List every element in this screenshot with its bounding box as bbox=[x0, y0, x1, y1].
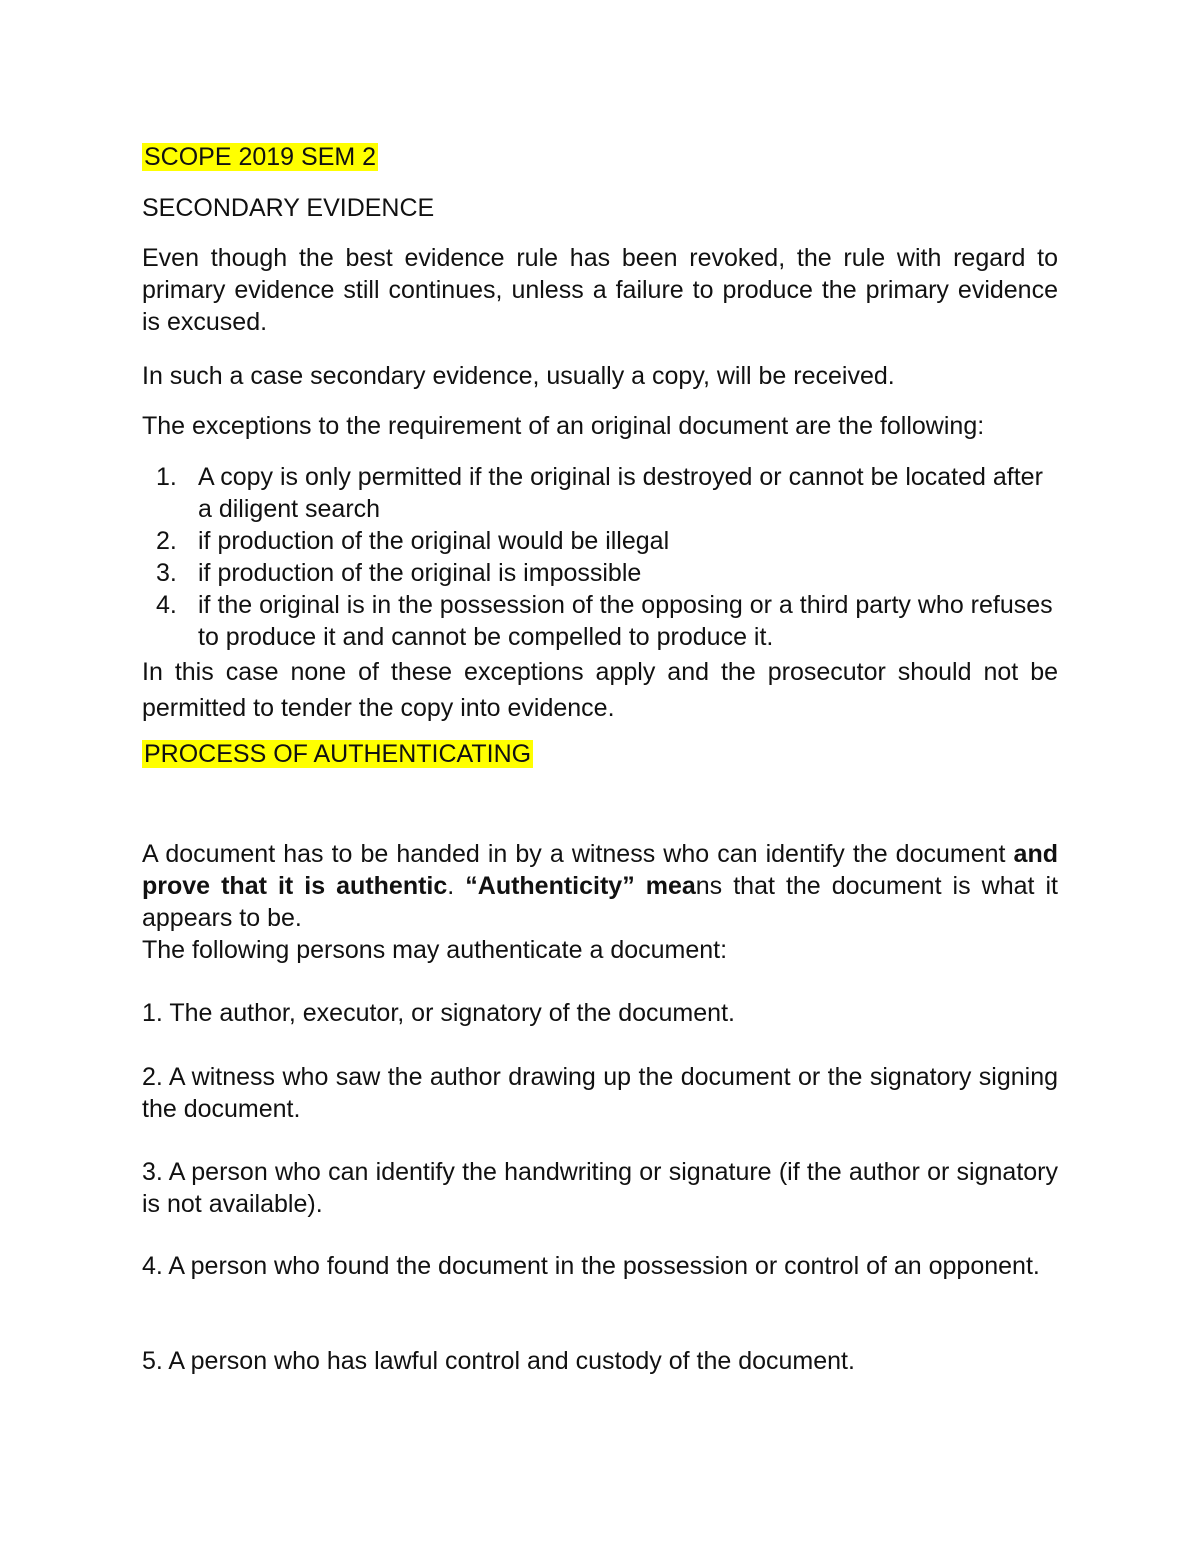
heading-secondary-evidence: SECONDARY EVIDENCE bbox=[142, 194, 435, 222]
paragraph-authenticity bbox=[142, 838, 1058, 934]
text-run: ns that the document is what it appears to be. bbox=[142, 872, 1058, 932]
heading-process-authenticating bbox=[142, 738, 1058, 770]
bold-text-run: and prove that it is authentic bbox=[142, 840, 1058, 900]
paragraph-conclusion: In this case none of these exceptions apply and the prosecutor should not be permitted to tender the copy into evidence. bbox=[142, 658, 1058, 722]
person-item-4: 4. A person who found the document in the possession or control of an opponent. bbox=[142, 1252, 1040, 1280]
heading-scope bbox=[142, 141, 1058, 173]
list-item-number: 2. bbox=[156, 527, 177, 555]
person-item-5: 5. A person who has lawful control and custody of the document. bbox=[142, 1347, 855, 1375]
exceptions-list bbox=[142, 461, 1058, 653]
highlighted-heading-process: PROCESS OF AUTHENTICATING bbox=[144, 740, 532, 768]
list-item-text: if production of the original would be illegal bbox=[198, 527, 670, 555]
paragraph-best-evidence-rule: Even though the best evidence rule has been revoked, the rule with regard to primary evidence still continues, unless a failure to produce the primary evidence is excused. bbox=[142, 244, 1058, 336]
text-run: A document has to be handed in by a witness who can identify the document bbox=[142, 840, 1014, 868]
person-item-1: 1. The author, executor, or signatory of the document. bbox=[142, 999, 735, 1027]
list-item bbox=[142, 461, 1058, 525]
highlighted-heading-scope: SCOPE 2019 SEM 2 bbox=[144, 143, 377, 171]
text-run: . bbox=[447, 872, 466, 900]
list-item-number: 3. bbox=[156, 559, 177, 587]
paragraph-persons-intro: The following persons may authenticate a document: bbox=[142, 936, 728, 964]
paragraph-secondary-copy: In such a case secondary evidence, usually a copy, will be received. bbox=[142, 362, 895, 390]
list-item-number: 1. bbox=[156, 463, 177, 491]
list-item bbox=[142, 557, 1058, 589]
person-item-3: 3. A person who can identify the handwriting or signature (if the author or signatory is not available). bbox=[142, 1158, 1058, 1218]
list-item-text: A copy is only permitted if the original is destroyed or cannot be located after a diligent search bbox=[198, 463, 1043, 523]
bold-text-run: “Authenticity” mea bbox=[465, 872, 696, 900]
person-item-2: 2. A witness who saw the author drawing up the document or the signatory signing the document. bbox=[142, 1063, 1058, 1123]
list-item-text: if the original is in the possession of the opposing or a third party who refuses to produce it and cannot be compelled to produce it. bbox=[198, 591, 1053, 651]
list-item-text: if production of the original is impossible bbox=[198, 559, 642, 587]
list-item-number: 4. bbox=[156, 591, 177, 619]
list-item bbox=[142, 525, 1058, 557]
paragraph-exceptions-intro: The exceptions to the requirement of an original document are the following: bbox=[142, 412, 985, 440]
list-item bbox=[142, 589, 1058, 653]
